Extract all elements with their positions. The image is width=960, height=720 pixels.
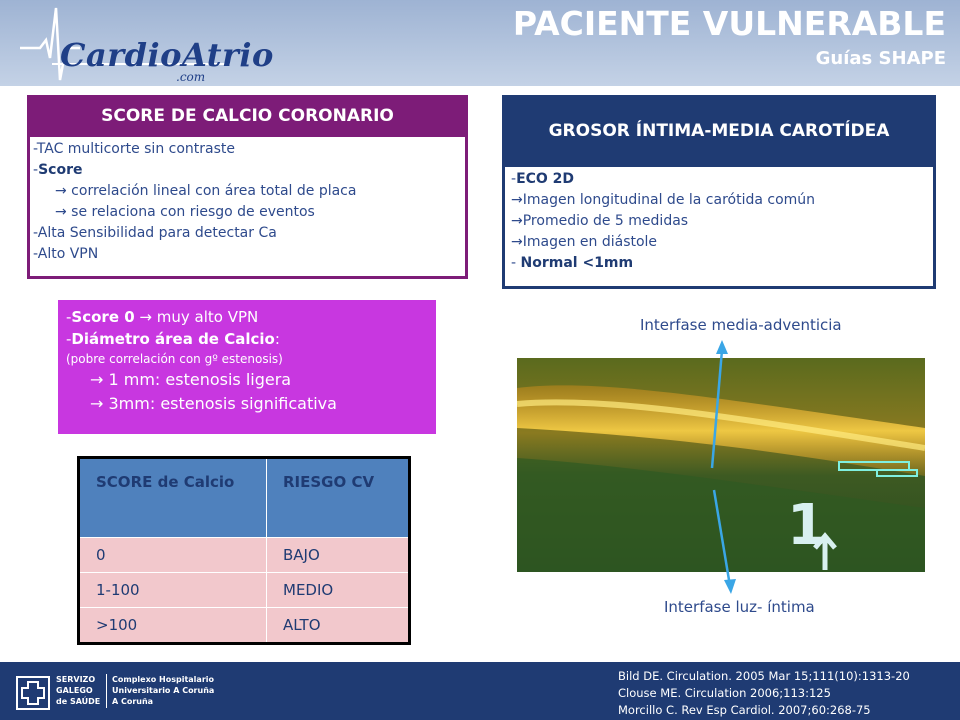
risk-table [77,456,411,645]
carotid-line [511,169,933,190]
annotation-arrows [690,330,750,600]
calcium-line: → se relaciona con riesgo de eventos [55,204,315,220]
org-right-line: Universitario A Coruña [112,686,215,695]
image-marker-text: 1 [787,493,826,558]
dash: - [511,255,521,271]
carotid-line: →Imagen longitudinal de la carótida común [511,192,816,208]
footer-divider [106,674,107,708]
carotid-panel-title: GROSOR ÍNTIMA-MEDIA CAROTÍDEA [502,95,936,167]
org-right [112,674,214,707]
table-header-cell: SCORE de Calcio [79,458,267,538]
score-line [66,328,436,350]
arrow-up-icon [716,340,728,354]
org-right-line: A Coruña [112,697,154,706]
colon: : [274,330,280,348]
score-label: Score [38,162,83,178]
calcium-line: → correlación lineal con área total de placa [55,183,357,199]
page-title: PACIENTE VULNERABLE [512,4,946,43]
org-left [56,674,100,707]
score-line: → 3mm: estenosis significativa [90,394,337,413]
carotid-line [511,253,933,274]
table-cell: 1-100 [79,573,267,608]
logo-suffix: .com [176,70,206,84]
score-zero: Score 0 [71,308,135,326]
score-info-box [58,300,436,434]
dash: - [511,171,517,187]
label-luz-intima: Interfase luz- íntima [664,598,815,616]
diameter-label: Diámetro área de Calcio [71,330,275,348]
table-header-row [79,458,410,538]
table-cell: BAJO [267,538,410,573]
score-line: → 1 mm: estenosis ligera [90,370,292,389]
carotid-panel-body [502,167,936,289]
dash: - [66,330,72,348]
page-subtitle: Guías SHAPE [815,48,946,69]
normal-label: Normal <1mm [520,255,634,271]
score-note: (pobre correlación con gº estenosis) [66,352,283,366]
eco-label: ECO 2D [516,171,575,187]
references [618,668,910,719]
table-row [79,573,410,608]
calcium-panel-title: SCORE DE CALCIO CORONARIO [27,95,468,137]
org-left-line: SERVIZO [56,675,96,684]
score-line [66,306,436,328]
reference-line: Clouse ME. Circulation 2006;113:125 [618,686,831,700]
sergas-cross-icon [16,676,50,710]
calcium-line: -Alto VPN [33,246,99,262]
table-cell: >100 [79,608,267,644]
label-media-adventicia: Interfase media-adventicia [640,316,842,334]
logo-text: CardioAtrio [60,36,274,74]
score-zero-rest: → muy alto VPN [134,308,259,326]
org-left-line: de SAÚDE [56,697,101,706]
dash: - [33,162,39,178]
footer-logo [16,674,246,710]
carotid-line: →Imagen en diástole [511,234,658,250]
dash: - [66,308,72,326]
calcium-panel-body [27,137,468,279]
table-row [79,538,410,573]
table-cell: MEDIO [267,573,410,608]
reference-line: Morcillo C. Rev Esp Cardiol. 2007;60:268-75 [618,703,871,717]
calcium-line [33,160,465,181]
calcium-line: -TAC multicorte sin contraste [33,141,236,157]
org-left-line: GALEGO [56,686,93,695]
calcium-line: -Alta Sensibilidad para detectar Ca [33,225,277,241]
table-cell: 0 [79,538,267,573]
arrow-down-icon [724,579,736,594]
org-right-line: Complexo Hospitalario [112,675,215,684]
carotid-line: →Promedio de 5 medidas [511,213,689,229]
table-cell: ALTO [267,608,410,644]
reference-line: Bild DE. Circulation. 2005 Mar 15;111(10):1313-20 [618,669,910,683]
table-header-cell: RIESGO CV [267,458,410,538]
table-row [79,608,410,644]
